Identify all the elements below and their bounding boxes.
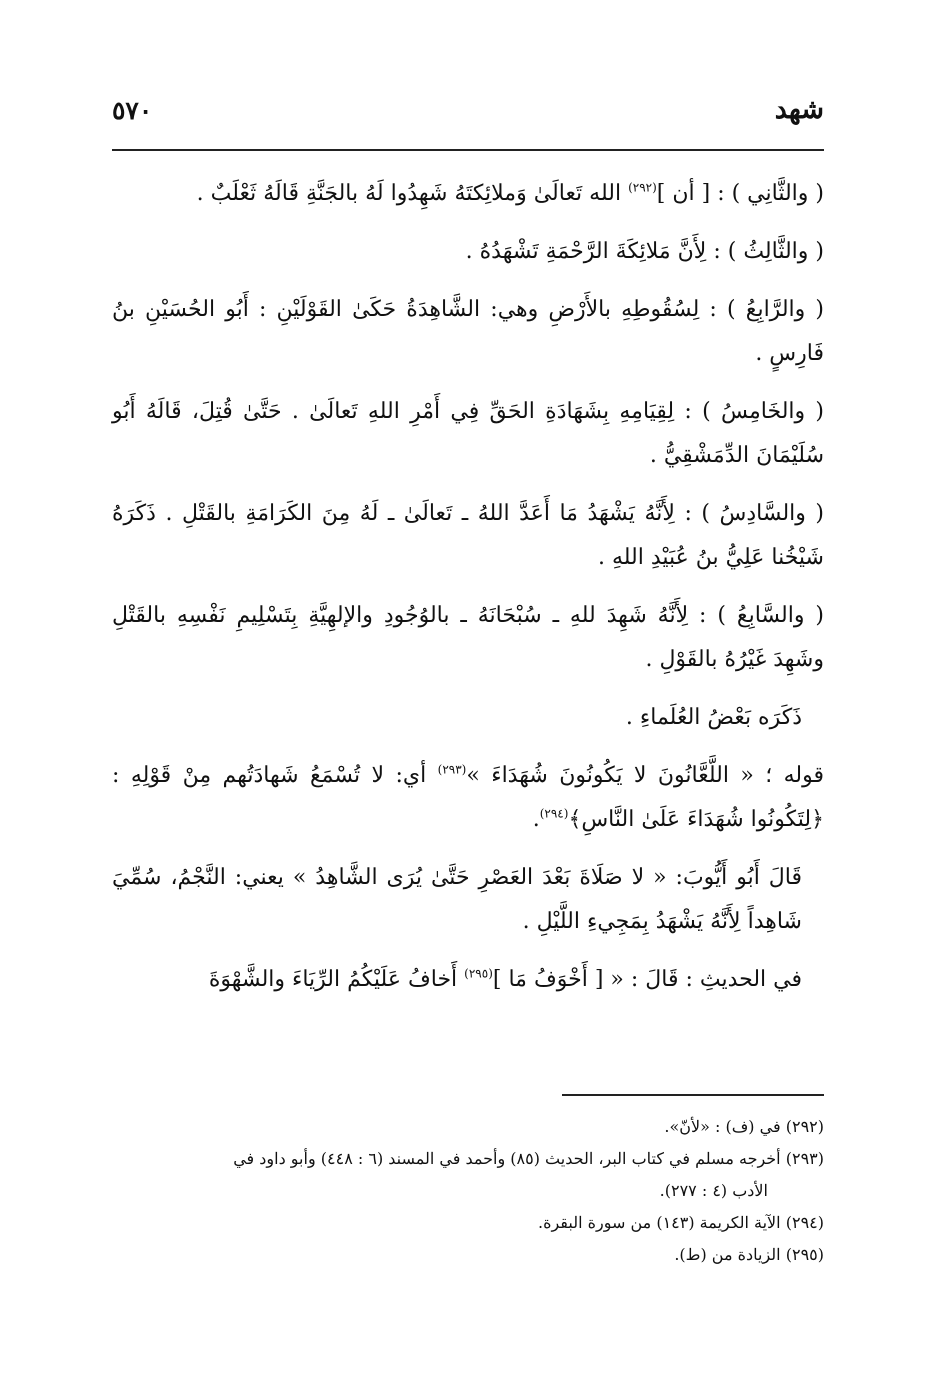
paragraph-text: أي: لا تُسْمَعُ شَهادَتُهم مِنْ قَوْلِهِ : ﴿لِتَكُونُوا شُهَدَاءَ عَلَىٰ النَّاسِ﴾: [112, 763, 824, 832]
paragraph-lianun: [112, 754, 824, 842]
paragraph-second: [112, 172, 824, 216]
footnote-text: الزيادة من (ط).: [674, 1245, 781, 1264]
footnote-text: في (ف) : «لأنّ».: [664, 1117, 781, 1136]
footnote-text: الأدب (٤ : ٢٧٧).: [659, 1181, 768, 1200]
paragraph-text: لِأَنَّ مَلائِكَةَ الرَّحْمَةِ تَشْهَدُهُ .: [465, 239, 707, 264]
header-divider: [112, 149, 824, 151]
paragraph-lead: قَالَ أَبُو أَيُّوبَ: « لا صَلَاةَ بَعْدَ العَصْرِ حَتَّىٰ يُرَى الشَّاهِدُ » يعني:: [225, 865, 802, 890]
footnote-293-continuation: [112, 1176, 824, 1205]
paragraph-seventh: [112, 594, 824, 682]
paragraph-text: الله تَعالَىٰ وَملائِكتَهُ شَهِدُوا لَهُ بالجَنَّةِ قَالَهُ ثَعْلَبٌ .: [196, 181, 629, 206]
page-header: [112, 92, 824, 142]
main-text: [112, 172, 824, 1016]
paragraph-lead: ( والثَّانِي ) : [ أن ]: [656, 181, 824, 206]
paragraph-lead: قوله ؛ « اللَّعَّانُونَ لا يَكُونُونَ شُهَدَاءَ »: [466, 763, 824, 788]
paragraph-text: لِأَنَّهُ يَشْهَدُ مَا أَعَدَّ اللهُ ـ تَعالَىٰ ـ لَهُ مِنَ الكَرَامَةِ بالقَتْلِ . ذَكَرَهُ شَيْخُنا عَلِيُّ بنُ عُبَيْدِ اللهِ .: [112, 501, 824, 570]
footnote-number: (٢٩٤): [785, 1213, 824, 1232]
paragraph-text: أَخافُ عَلَيْكُمُ الرِّيَاءَ والشَّهْوَةَ: [208, 967, 465, 992]
page-number: ٥٧٠: [112, 96, 153, 125]
footnote-ref-295[interactable]: (٢٩٥): [464, 966, 493, 981]
paragraph-hadith: [112, 958, 824, 1002]
footnote-295: [112, 1240, 824, 1269]
footnote-number: (٢٩٣): [785, 1149, 824, 1168]
footnote-293: [112, 1144, 824, 1173]
footnote-number: (٢٩٥): [785, 1245, 824, 1264]
paragraph-lead: ( والسَّابِعُ ) :: [688, 603, 824, 628]
footnote-ref-293[interactable]: (٢٩٣): [437, 762, 467, 777]
paragraph-text: لِقِيَامِهِ بِشَهَادَةِ الحَقِّ فِي أَمْرِ اللهِ تَعالَىٰ . حَتَّىٰ قُتِلَ، قَالَهُ أَبُو سُلَيْمَانَ الدِّمَشْقِيُّ .: [112, 399, 824, 468]
paragraph-text: ذَكَرَه بَعْضُ العُلَماءِ .: [625, 705, 802, 730]
paragraph-text: لِأَنَّهُ شَهِدَ للهِ ـ سُبْحَانَهُ ـ بالوُجُودِ والإلهِيَّةِ بِتَسْلِيمِ نَفْسِهِ بالقَتْلِ وشَهِدَ غَيْرُهُ بالقَوْلِ .: [112, 603, 824, 672]
footnotes: [112, 1112, 824, 1272]
footnote-text: الآية الكريمة (١٤٣) من سورة البقرة.: [537, 1213, 781, 1232]
running-header-word: شهد: [774, 94, 824, 125]
paragraph-lead: ( والخَامِسُ ) :: [674, 399, 824, 424]
footnote-ref-292[interactable]: (٢٩٢): [628, 180, 657, 195]
footnote-number: (٢٩٢): [785, 1117, 824, 1136]
footnote-divider: [562, 1094, 824, 1096]
paragraph-fifth: [112, 390, 824, 478]
paragraph-attribution: [112, 696, 824, 740]
paragraph-text: لِسُقُوطِهِ بالأَرْضِ وهي: الشَّاهِدَةُ حَكَىٰ القَوْلَيْنِ : أَبُو الحُسَيْنِ بنُ فَارِسٍ .: [112, 297, 824, 366]
paragraph-fourth: [112, 288, 824, 376]
paragraph-lead: ( والرَّابِعُ ) :: [699, 297, 824, 322]
footnote-292: [112, 1112, 824, 1141]
footnote-294: [112, 1208, 824, 1237]
footnote-text: أخرجه مسلم في كتاب البر، الحديث (٨٥) وأحمد في المسند (٦ : ٤٤٨) وأبو داود في: [233, 1149, 781, 1168]
paragraph-lead: ( والثَّالِثُ ) :: [706, 239, 824, 264]
paragraph-tail: .: [532, 807, 540, 832]
paragraph-lead: في الحديثِ : قَالَ : « [ أَخْوَفُ مَا ]: [492, 967, 802, 992]
paragraph-third: [112, 230, 824, 274]
paragraph-text: النَّجْمُ، سُمِّيَ شَاهِداً لِأَنَّهُ يَشْهَدُ بِمَجِيءِ اللَّيْلِ .: [112, 865, 802, 934]
paragraph-sixth: [112, 492, 824, 580]
paragraph-lead: ( والسَّادِسُ ) :: [674, 501, 825, 526]
paragraph-abu-ayyub: [112, 856, 824, 944]
footnote-ref-294[interactable]: (٢٩٤): [539, 806, 569, 821]
